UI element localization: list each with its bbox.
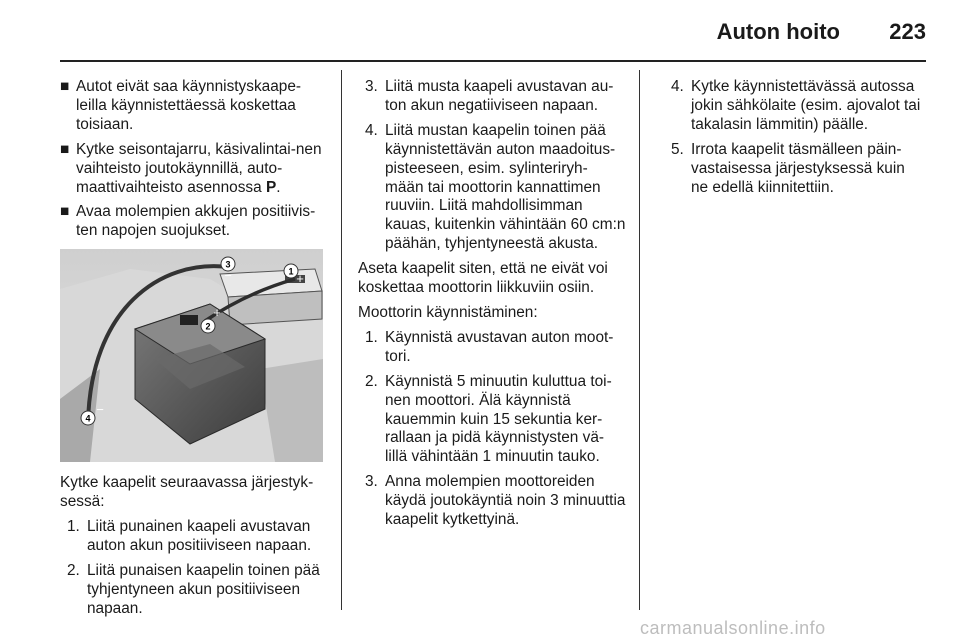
bullet-mark: ■ [60, 78, 70, 95]
bullet-text-end: . [276, 178, 281, 196]
step-number: 3. [365, 78, 378, 95]
step-number: 3. [365, 473, 378, 491]
step-number: 5. [671, 140, 684, 158]
cable-placement-note: Aseta kaapelit siten, että ne eivät voi koskettaa moottorin liikkuviin osiin. [358, 260, 608, 297]
column-2 [358, 78, 626, 536]
bullet-item [60, 203, 330, 241]
step-item [358, 78, 626, 116]
gear-position-p: P [265, 178, 277, 196]
figure-label-2: 2 [205, 321, 211, 332]
header-rule [60, 60, 926, 62]
plus-sign: + [296, 271, 304, 287]
step-number: 4. [365, 121, 378, 139]
figure-label-4: 4 [85, 413, 91, 424]
column-divider [639, 70, 640, 610]
step-item [358, 122, 626, 254]
column-divider [341, 70, 342, 610]
column-1 [60, 78, 330, 625]
step-text: Kytke käynnistettävässä autossa jokin sähkölaite (esim. ajovalot tai takalasin lämmitin) päälle. [691, 78, 921, 133]
step-text: Liitä punaisen kaapelin toinen pää tyhjentyneen akun positiiviseen napaan. [87, 561, 320, 617]
minus-sign: − [96, 402, 104, 418]
step-text: Anna molempien moottoreiden käydä joutokäyntiä noin 3 minuuttia kaapelit kytkettyinä. [385, 473, 626, 529]
step-number: 1. [365, 328, 378, 346]
connection-intro: Kytke kaapelit seuraavassa järjestyk-sessä: [60, 474, 314, 511]
minus-sign: − [224, 268, 232, 284]
step-text: Käynnistä avustavan auton moot-tori. [385, 328, 614, 365]
step-text: Käynnistä 5 minuutin kuluttua toi-nen moottori. Älä käynnistä kauemmin kuin 15 sekuntia ker-rallaan ja pidä käynnistysten vä-lillä vähintään 1 minuutin tauko. [385, 372, 612, 466]
step-item [358, 373, 626, 468]
bullet-mark: ■ [60, 140, 70, 158]
step-item [664, 141, 926, 198]
donor-battery [220, 266, 322, 325]
step-number: 1. [67, 518, 80, 536]
step-number: 4. [671, 78, 684, 95]
engine-start-heading: Moottorin käynnistäminen: [358, 303, 538, 321]
step-number: 2. [67, 561, 80, 579]
step-item [60, 518, 330, 556]
step-text: Liitä punainen kaapeli avustavan auton akun positiiviseen napaan. [87, 518, 312, 554]
bullet-text: Kytke seisontajarru, käsivalintai-nen vaihteisto joutokäynnillä, auto-maattivaihteisto asennossa [76, 140, 322, 196]
bullet-item [60, 78, 330, 135]
step-item [60, 562, 330, 619]
figure-label-3: 3 [225, 259, 231, 270]
figure-label-1: 1 [288, 266, 294, 277]
step-text: Liitä mustan kaapelin toinen pää käynnistettävän auton maadoitus-pisteeseen, esim. sylinteriryh-mään tai moottorin kannattimen ruuviin. Liitä mahdollisimman kauas, kuitenkin vähintään 60 cm:n päähän, tyhjentyneestä akusta. [385, 121, 626, 253]
column-3 [664, 78, 926, 203]
bullet-text: Autot eivät saa käynnistyskaape-leilla käynnistettäessä koskettaa toisiaan. [76, 78, 301, 133]
bullet-mark: ■ [60, 203, 70, 221]
page-title: Auton hoito [716, 19, 840, 44]
step-item [664, 78, 926, 135]
bullet-item [60, 141, 330, 198]
bullet-text: Avaa molempien akkujen positiivis-ten napojen suojukset. [76, 203, 316, 240]
step-number: 2. [365, 372, 378, 390]
jump-start-illustration [60, 249, 323, 462]
step-text: Liitä musta kaapeli avustavan au-ton akun negatiiviseen napaan. [385, 78, 614, 114]
page-number: 223 [889, 19, 926, 44]
step-item [358, 329, 626, 367]
step-item [358, 473, 626, 530]
watermark: carmanualsonline.info [640, 618, 826, 638]
step-text: Irrota kaapelit täsmälleen päin-vastaisessa järjestyksessä kuin ne edellä kiinnitettiin. [691, 140, 905, 196]
plus-sign: + [213, 305, 221, 321]
